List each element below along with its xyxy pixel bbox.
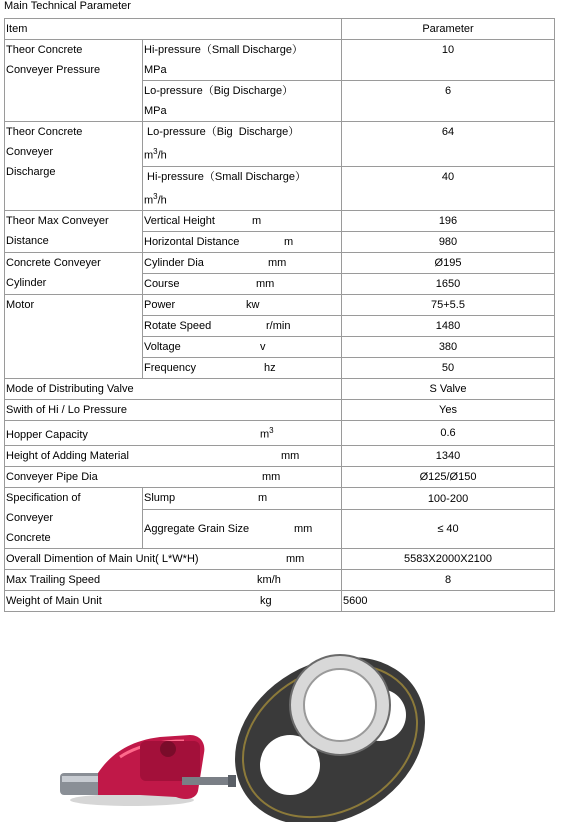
row-label-cylinder: Concrete Conveyer Cylinder — [5, 253, 143, 295]
row-label-trailing-speed: Max Trailing Speed km/h — [5, 569, 342, 590]
wear-plate-image — [204, 645, 455, 822]
value-trailing-speed: 8 — [342, 569, 555, 590]
sub-label-course: Course mm — [143, 274, 342, 295]
table-row — [5, 122, 555, 167]
sub-label-frequency: Frequency hz — [143, 358, 342, 379]
row-label-pressure: Theor Concrete Conveyer Pressure — [5, 40, 143, 122]
value-lo-discharge: 64 — [342, 122, 555, 167]
value-aggregate: ≤ 40 — [342, 510, 555, 549]
value-horizontal-distance: 980 — [342, 232, 555, 253]
value-hi-pressure: 10 — [342, 40, 555, 81]
row-label-motor: Motor — [5, 295, 143, 379]
value-hopper: 0.6 — [342, 421, 555, 446]
table-row — [5, 466, 555, 487]
table-caption: Main Technical Parameter — [4, 0, 131, 12]
row-label-pipe-dia: Conveyer Pipe Dia mm — [5, 466, 342, 487]
product-photos — [0, 645, 576, 822]
value-hi-discharge: 40 — [342, 166, 555, 211]
value-lo-pressure: 6 — [342, 81, 555, 122]
table-row — [5, 379, 555, 400]
sub-label-hi-discharge: Hi-pressure（Small Discharge） $m^3/h$ — [143, 166, 342, 211]
row-label-distance: Theor Max Conveyer Distance — [5, 211, 143, 253]
row-label-overall-dim: Overall Dimention of Main Unit( L*W*H) mm — [5, 548, 342, 569]
table-row — [5, 445, 555, 466]
header-parameter: Parameter — [342, 19, 555, 40]
table-row — [5, 211, 555, 232]
sub-label-aggregate: Aggregate Grain Size mm — [143, 510, 342, 549]
sub-label-voltage: Voltage v — [143, 337, 342, 358]
row-label-weight: Weight of Main Unit kg — [5, 590, 342, 611]
row-label-adding-height: Height of Adding Material mm — [5, 445, 342, 466]
value-adding-height: 1340 — [342, 445, 555, 466]
value-weight: 5600 — [342, 590, 555, 611]
value-voltage: 380 — [342, 337, 555, 358]
spec-table — [4, 18, 555, 612]
table-row — [5, 569, 555, 590]
sub-label-lo-pressure: Lo-pressure（Big Discharge） MPa — [143, 81, 342, 122]
value-course: 1650 — [342, 274, 555, 295]
value-overall-dim: 5583X2000X2100 — [342, 548, 555, 569]
header-item: Item — [5, 19, 342, 40]
table-row — [5, 487, 555, 509]
value-power: 75+5.5 — [342, 295, 555, 316]
table-row — [5, 40, 555, 81]
row-label-spec-concrete: Specification of Conveyer Concrete — [5, 487, 143, 548]
sub-label-horizontal-distance: Horizontal Distance m — [143, 232, 342, 253]
value-slump: 100-200 — [342, 487, 555, 509]
sub-label-hi-pressure: Hi-pressure（Small Discharge） MPa — [143, 40, 342, 81]
table-header-row — [5, 19, 555, 40]
elbow-part-image — [60, 735, 236, 806]
value-frequency: 50 — [342, 358, 555, 379]
table-row — [5, 253, 555, 274]
sub-label-power: Power kw — [143, 295, 342, 316]
row-label-hopper: Hopper Capacity $m^3$ — [5, 421, 342, 446]
value-cylinder-dia: Ø195 — [342, 253, 555, 274]
value-pipe-dia: Ø125/Ø150 — [342, 466, 555, 487]
sub-label-slump: Slump m — [143, 487, 342, 509]
row-label-valve: Mode of Distributing Valve — [5, 379, 342, 400]
value-vertical-height: 196 — [342, 211, 555, 232]
value-switch: Yes — [342, 400, 555, 421]
table-row — [5, 295, 555, 316]
row-label-switch: Swith of Hi / Lo Pressure — [5, 400, 342, 421]
table-row — [5, 400, 555, 421]
sub-label-lo-discharge: Lo-pressure（Big Discharge） $m^3/h$ — [143, 122, 342, 167]
table-row — [5, 421, 555, 446]
value-valve: S Valve — [342, 379, 555, 400]
table-row — [5, 548, 555, 569]
row-label-discharge: Theor Concrete Conveyer Discharge — [5, 122, 143, 211]
table-row — [5, 590, 555, 611]
value-rotate-speed: 1480 — [342, 316, 555, 337]
sub-label-vertical-height: Vertical Height m — [143, 211, 342, 232]
sub-label-cylinder-dia: Cylinder Dia mm — [143, 253, 342, 274]
sub-label-rotate-speed: Rotate Speed r/min — [143, 316, 342, 337]
